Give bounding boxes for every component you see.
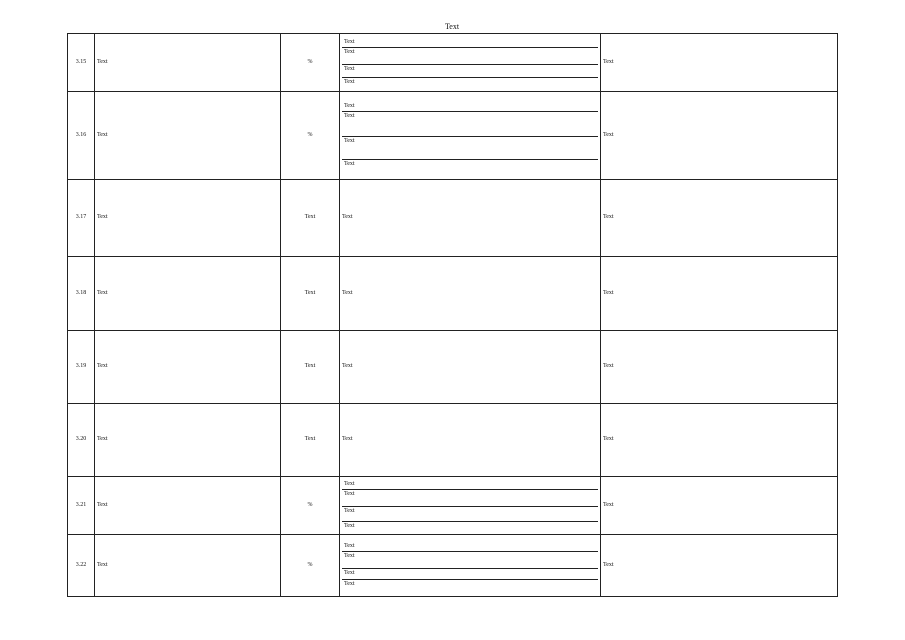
method-line: Text <box>342 102 598 112</box>
data-source: Text <box>601 92 838 180</box>
indicator-name: Text <box>95 535 281 597</box>
indicator-name: Text <box>95 34 281 92</box>
unit-cell: Text <box>281 331 340 404</box>
indicator-name: Text <box>95 404 281 477</box>
method-line: Text <box>342 48 598 65</box>
method-line: Text <box>344 523 355 529</box>
method-line: Text <box>342 507 598 522</box>
table-row <box>68 257 838 331</box>
method-line: Text <box>342 38 598 48</box>
method-cell: Text <box>340 331 601 404</box>
method-line: Text <box>342 542 598 552</box>
table-row <box>68 404 838 477</box>
method-line: Text <box>342 569 598 579</box>
row-number: 3.21 <box>68 477 95 535</box>
method-line: Text <box>342 480 598 490</box>
method-cell: Text <box>340 404 601 477</box>
data-source: Text <box>601 257 838 331</box>
method-cell <box>340 92 601 180</box>
indicator-name: Text <box>95 331 281 404</box>
unit-cell: % <box>281 477 340 535</box>
row-number: 3.16 <box>68 92 95 180</box>
table-row <box>68 34 838 92</box>
row-number: 3.15 <box>68 34 95 92</box>
method-line: Text <box>342 112 598 137</box>
unit-cell: Text <box>281 180 340 257</box>
data-source: Text <box>601 477 838 535</box>
table-row <box>68 331 838 404</box>
unit-cell: Text <box>281 257 340 331</box>
table-row <box>68 92 838 180</box>
indicator-name: Text <box>95 477 281 535</box>
indicators-table <box>67 33 838 597</box>
data-source: Text <box>601 331 838 404</box>
unit-cell: Text <box>281 404 340 477</box>
row-number: 3.19 <box>68 331 95 404</box>
method-line: Text <box>344 580 355 587</box>
method-line: Text <box>344 79 355 85</box>
data-source: Text <box>601 34 838 92</box>
data-source: Text <box>601 535 838 597</box>
method-cell: Text <box>340 180 601 257</box>
data-source: Text <box>601 404 838 477</box>
method-line: Text <box>344 161 355 167</box>
row-number: 3.20 <box>68 404 95 477</box>
method-line: Text <box>342 65 598 78</box>
unit-cell: % <box>281 535 340 597</box>
row-number: 3.22 <box>68 535 95 597</box>
method-line: Text <box>342 137 598 160</box>
unit-cell: % <box>281 92 340 180</box>
page-number: Text <box>444 22 460 31</box>
table-row <box>68 477 838 535</box>
method-cell <box>340 477 601 535</box>
row-number: 3.18 <box>68 257 95 331</box>
method-line: Text <box>342 490 598 507</box>
method-cell: Text <box>340 257 601 331</box>
method-line: Text <box>342 552 598 569</box>
row-number: 3.17 <box>68 180 95 257</box>
data-source: Text <box>601 180 838 257</box>
unit-cell: % <box>281 34 340 92</box>
indicator-name: Text <box>95 257 281 331</box>
method-cell <box>340 34 601 92</box>
indicator-name: Text <box>95 92 281 180</box>
method-cell <box>340 535 601 597</box>
table-row <box>68 535 838 597</box>
indicator-name: Text <box>95 180 281 257</box>
table-row <box>68 180 838 257</box>
